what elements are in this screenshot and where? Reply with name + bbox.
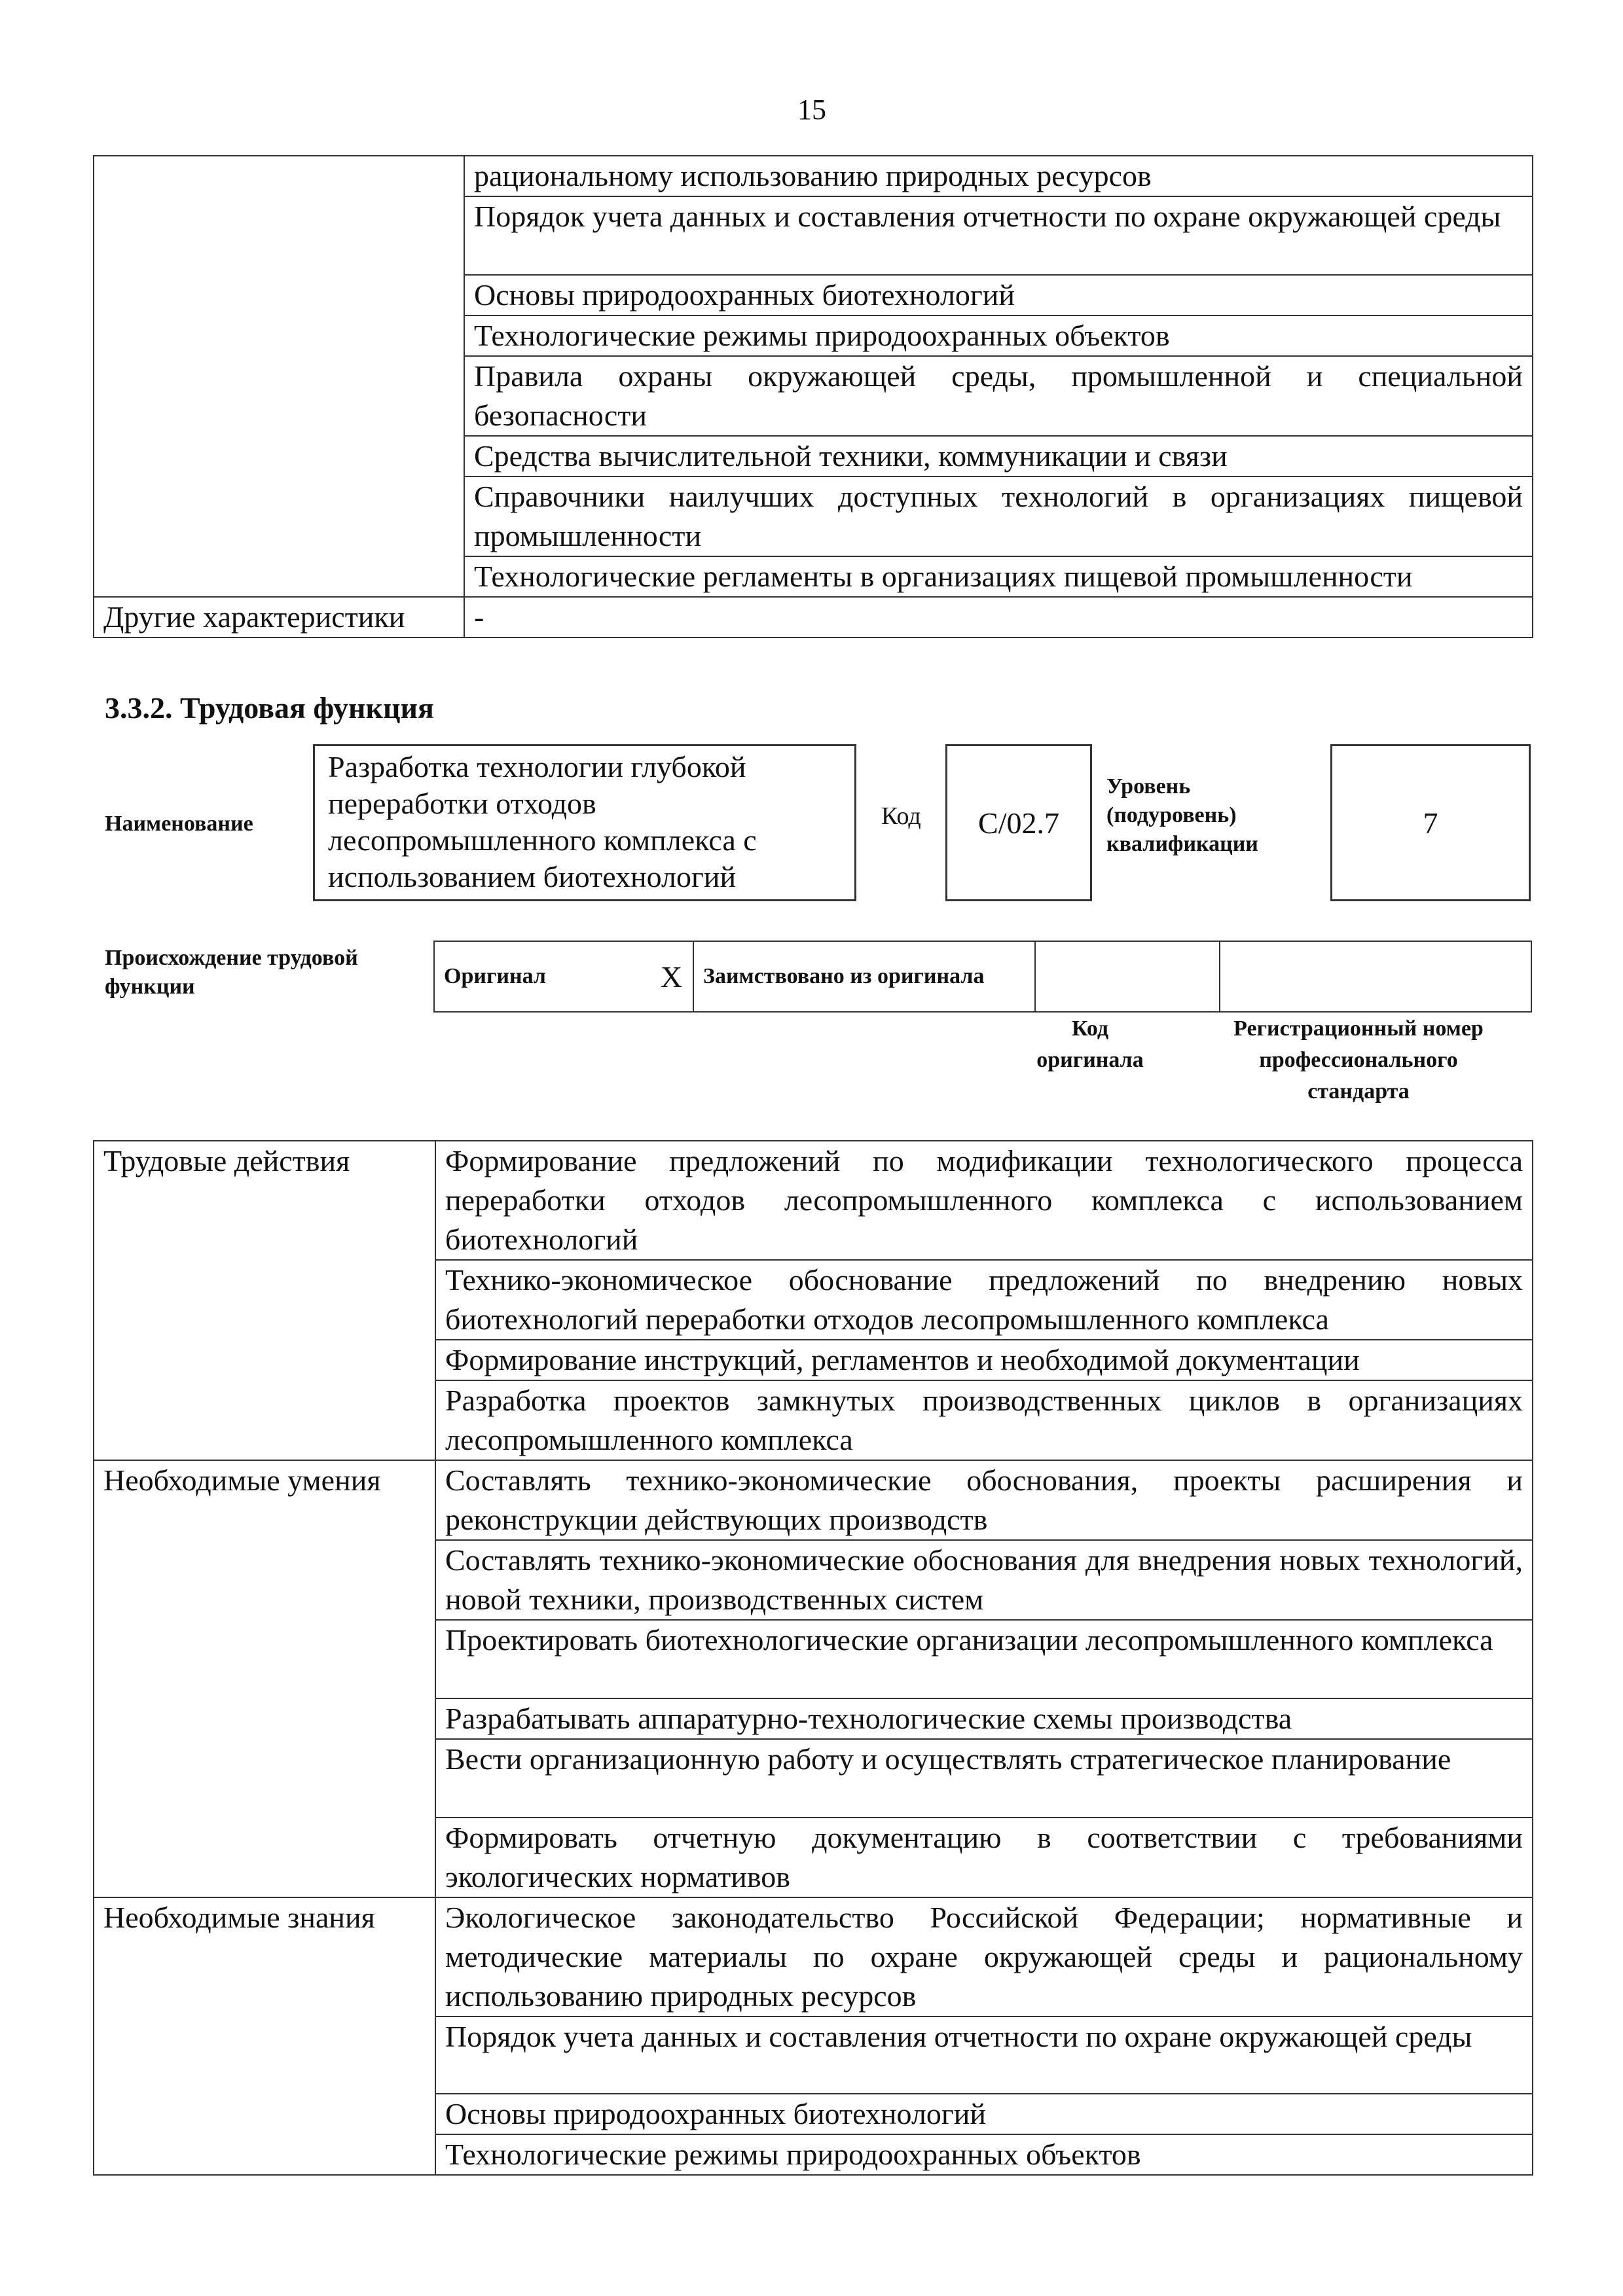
table-row: Технико-экономическое обоснование предложений по внедрению новых биотехнологий переработки отходов лесопромышленного комплекса <box>435 1260 1533 1340</box>
table-row: Формирование предложений по модификации технологического процесса переработки отходов лесопромышленного комплекса с использованием биотехнологий <box>435 1141 1533 1260</box>
level-label-line: Уровень <box>1106 774 1191 798</box>
section-heading: 3.3.2. Трудовая функция <box>105 691 434 725</box>
code-value: С/02.7 <box>978 806 1059 840</box>
level-label-line: квалификации <box>1106 832 1258 856</box>
table-row: Составлять технико-экономические обоснования для внедрения новых технологий, новой техники, производственных систем <box>435 1540 1533 1620</box>
other-characteristics-label: Другие характеристики <box>94 597 464 637</box>
function-name-value: Разработка технологии глубокой переработки отходов лесопромышленного комплекса с использованием биотехнологий <box>328 750 757 893</box>
level-box <box>1330 744 1531 901</box>
function-name-box <box>313 744 856 901</box>
other-characteristics-value: - <box>464 597 1533 637</box>
skills-label: Необходимые умения <box>94 1460 435 1897</box>
level-value: 7 <box>1423 806 1438 840</box>
caption-line: стандарта <box>1307 1079 1410 1103</box>
table-row: Порядок учета данных и составления отчетности по охране окружающей среды <box>464 196 1533 275</box>
code-box <box>945 744 1092 901</box>
name-label: Наименование <box>105 812 253 836</box>
caption-line: Регистрационный номер <box>1233 1016 1484 1041</box>
table-row: рациональному использованию природных ресурсов <box>464 156 1533 196</box>
code-caption <box>995 1013 1185 1076</box>
table-row: Основы природоохранных биотехнологий <box>435 2094 1533 2134</box>
table-row: Основы природоохранных биотехнологий <box>464 275 1533 315</box>
table-row: Формирование инструкций, регламентов и необходимой документации <box>435 1340 1533 1380</box>
borrowed-label: Заимствовано из оригинала <box>693 941 1035 1012</box>
level-label-line: (подуровень) <box>1106 803 1237 827</box>
table-row: Формировать отчетную документацию в соответствии с требованиями экологических нормативов <box>435 1818 1533 1897</box>
page-number: 15 <box>797 94 826 126</box>
origin-table <box>433 941 1532 1013</box>
table-row: Вести организационную работу и осуществлять стратегическое планирование <box>435 1739 1533 1818</box>
table-row: Порядок учета данных и составления отчетности по охране окружающей среды <box>435 2017 1533 2094</box>
code-label: Код <box>881 802 921 830</box>
table-row: Разработка проектов замкнутых производственных циклов в организациях лесопромышленного комплекса <box>435 1380 1533 1460</box>
caption-line: оригинала <box>1036 1048 1144 1072</box>
knowledge-label: Необходимые знания <box>94 1897 435 2175</box>
caption-line: Код <box>1071 1016 1109 1041</box>
table-row: Проектировать биотехнологические организации лесопромышленного комплекса <box>435 1620 1533 1698</box>
table-row: Справочники наилучших доступных технологий в организациях пищевой промышленности <box>464 476 1533 556</box>
table-row: Технологические режимы природоохранных объектов <box>435 2134 1533 2175</box>
table-row: Экологическое законодательство Российской Федерации; нормативные и методические материалы по охране окружающей среды и рациональному использованию природных ресурсов <box>435 1897 1533 2017</box>
original-code-cell <box>1035 941 1220 1012</box>
main-table <box>93 1140 1533 2176</box>
caption-line: профессионального <box>1259 1048 1458 1072</box>
origin-label: Происхождение трудовой функции <box>105 946 358 999</box>
original-mark: X <box>650 941 693 1012</box>
table-row: Составлять технико-экономические обоснования, проекты расширения и реконструкции действующих производств <box>435 1460 1533 1540</box>
top-table <box>93 155 1533 638</box>
actions-label: Трудовые действия <box>94 1141 435 1460</box>
table-row: Правила охраны окружающей среды, промышленной и специальной безопасности <box>464 356 1533 436</box>
table-row: Разрабатывать аппаратурно-технологические схемы производства <box>435 1698 1533 1739</box>
table-row: Средства вычислительной техники, коммуникации и связи <box>464 436 1533 476</box>
empty-label-cell <box>94 156 464 597</box>
table-row: Технологические режимы природоохранных объектов <box>464 315 1533 356</box>
level-label <box>1106 772 1258 859</box>
registration-number-cell <box>1220 941 1531 1012</box>
original-label: Оригинал <box>434 941 650 1012</box>
registration-caption <box>1185 1013 1532 1107</box>
table-row: Технологические регламенты в организациях пищевой промышленности <box>464 556 1533 597</box>
